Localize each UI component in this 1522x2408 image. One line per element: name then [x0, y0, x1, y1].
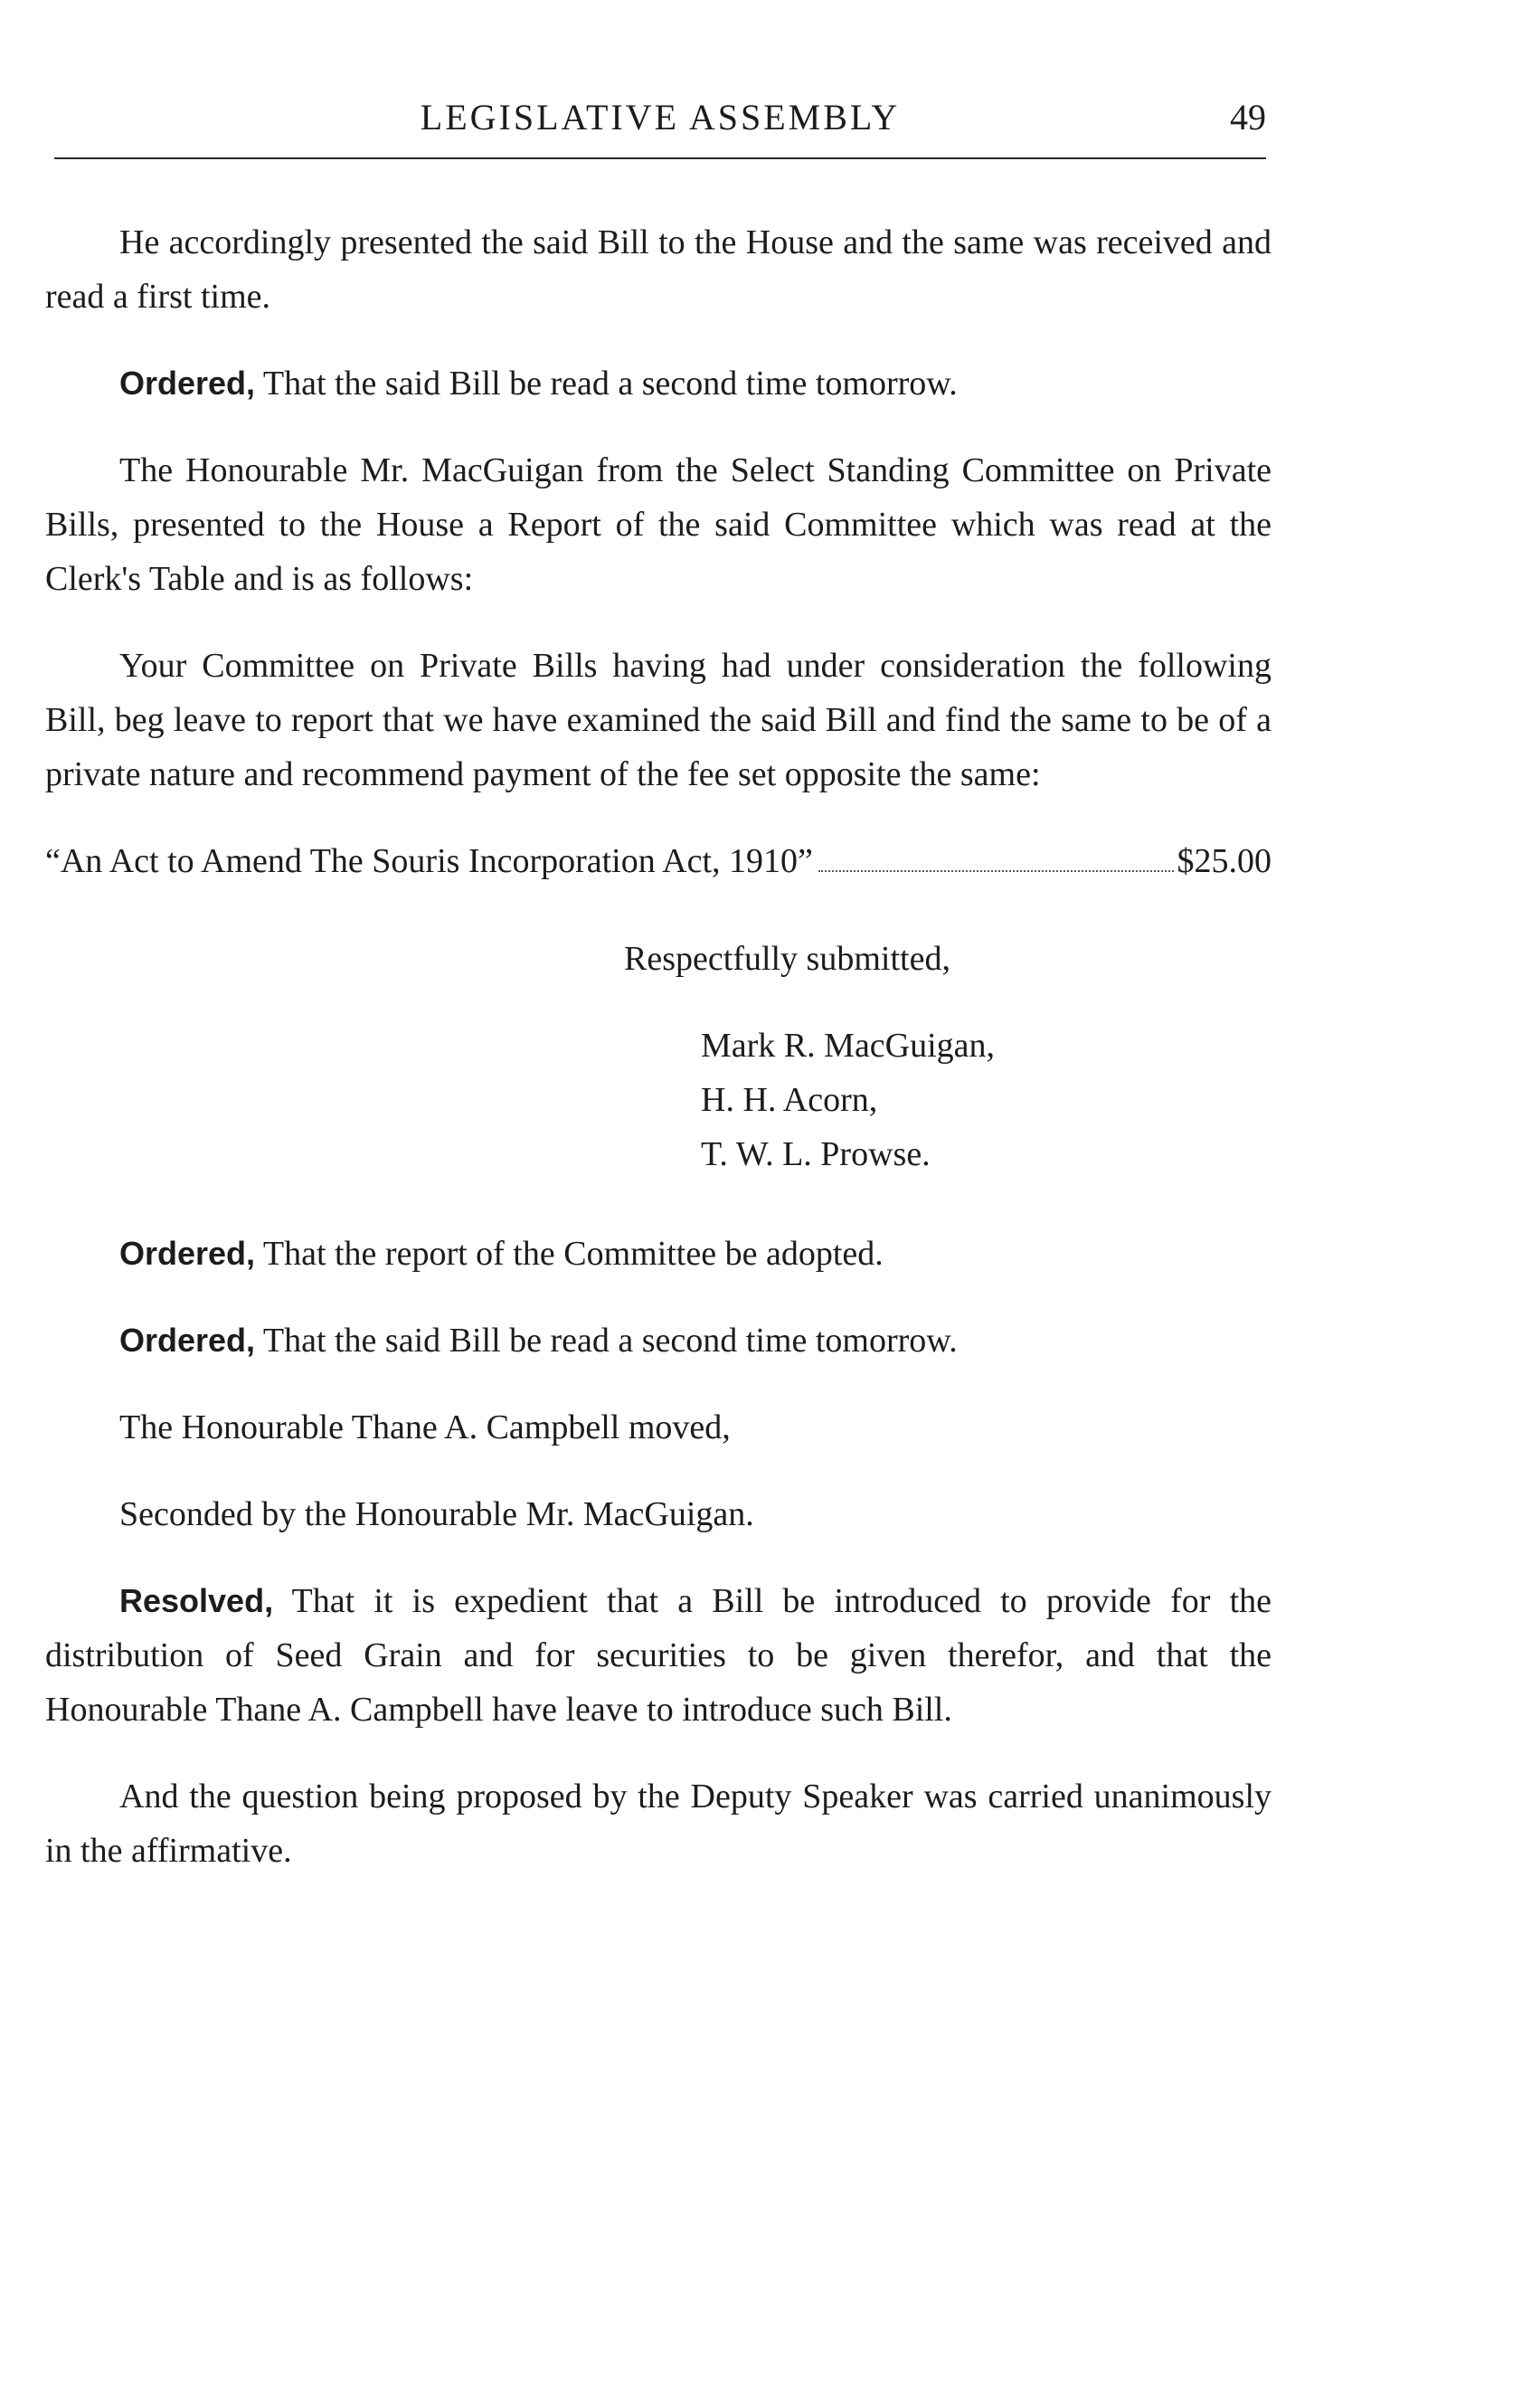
paragraph-committee-findings: Your Committee on Private Bills having had under consideration the following Bill, beg leave to report that we have examined the said Bill and find the same to be of a private nature and recommend payment of the fee set opposite the same:	[45, 647, 1271, 793]
bill-fee-line	[45, 834, 1271, 888]
paragraph-bill-presented: He accordingly presented the said Bill to the House and the same was received and read a first time.	[45, 223, 1271, 316]
page-body	[45, 215, 1271, 1910]
page-header	[54, 90, 1266, 154]
signature-line: Mark R. MacGuigan,	[701, 1027, 996, 1065]
motion-seconded: Seconded by the Honourable Mr. MacGuigan.	[119, 1495, 754, 1533]
dot-leader	[818, 870, 1174, 872]
order-text: That the report of the Committee be adopted.	[255, 1235, 884, 1273]
signature-block	[701, 1019, 1271, 1181]
order-keyword: Ordered,	[119, 1322, 256, 1359]
order-text: That the said Bill be read a second time tomorrow.	[255, 365, 958, 403]
running-head: LEGISLATIVE ASSEMBLY	[420, 97, 901, 137]
closing-phrase: Respectfully submitted,	[624, 940, 950, 978]
resolution-text: That it is expedient that a Bill be introduced to provide for the distribution of Seed Grain and for securities to be given therefor, and that the Honourable Thane A. Campbell have leave to introduce such Bill.	[45, 1582, 1271, 1729]
paragraph-committee-report: The Honourable Mr. MacGuigan from the Select Standing Committee on Private Bills, presented to the House a Report of the said Committee which was read at the Clerk's Table and is as follows:	[45, 451, 1271, 598]
resolved-keyword: Resolved,	[119, 1582, 274, 1619]
order-report-adopted	[45, 1227, 1271, 1281]
bill-title: “An Act to Amend The Souris Incorporation Act, 1910”	[45, 842, 813, 880]
order-second-reading	[45, 1313, 1271, 1368]
order-text: That the said Bill be read a second time tomorrow.	[255, 1322, 958, 1360]
page-number: 49	[1230, 97, 1266, 137]
order-keyword: Ordered,	[119, 365, 256, 402]
signature-line: T. W. L. Prowse.	[701, 1135, 931, 1173]
motion-moved: The Honourable Thane A. Campbell moved,	[119, 1408, 731, 1446]
resolution	[45, 1574, 1271, 1737]
order-second-reading	[45, 356, 1271, 411]
header-rule	[54, 157, 1266, 159]
paragraph-question-carried: And the question being proposed by the Deputy Speaker was carried unanimously in the affirmative.	[45, 1778, 1271, 1870]
signature-line: H. H. Acorn,	[701, 1081, 878, 1119]
bill-fee: $25.00	[1177, 842, 1271, 880]
order-keyword: Ordered,	[119, 1235, 256, 1272]
